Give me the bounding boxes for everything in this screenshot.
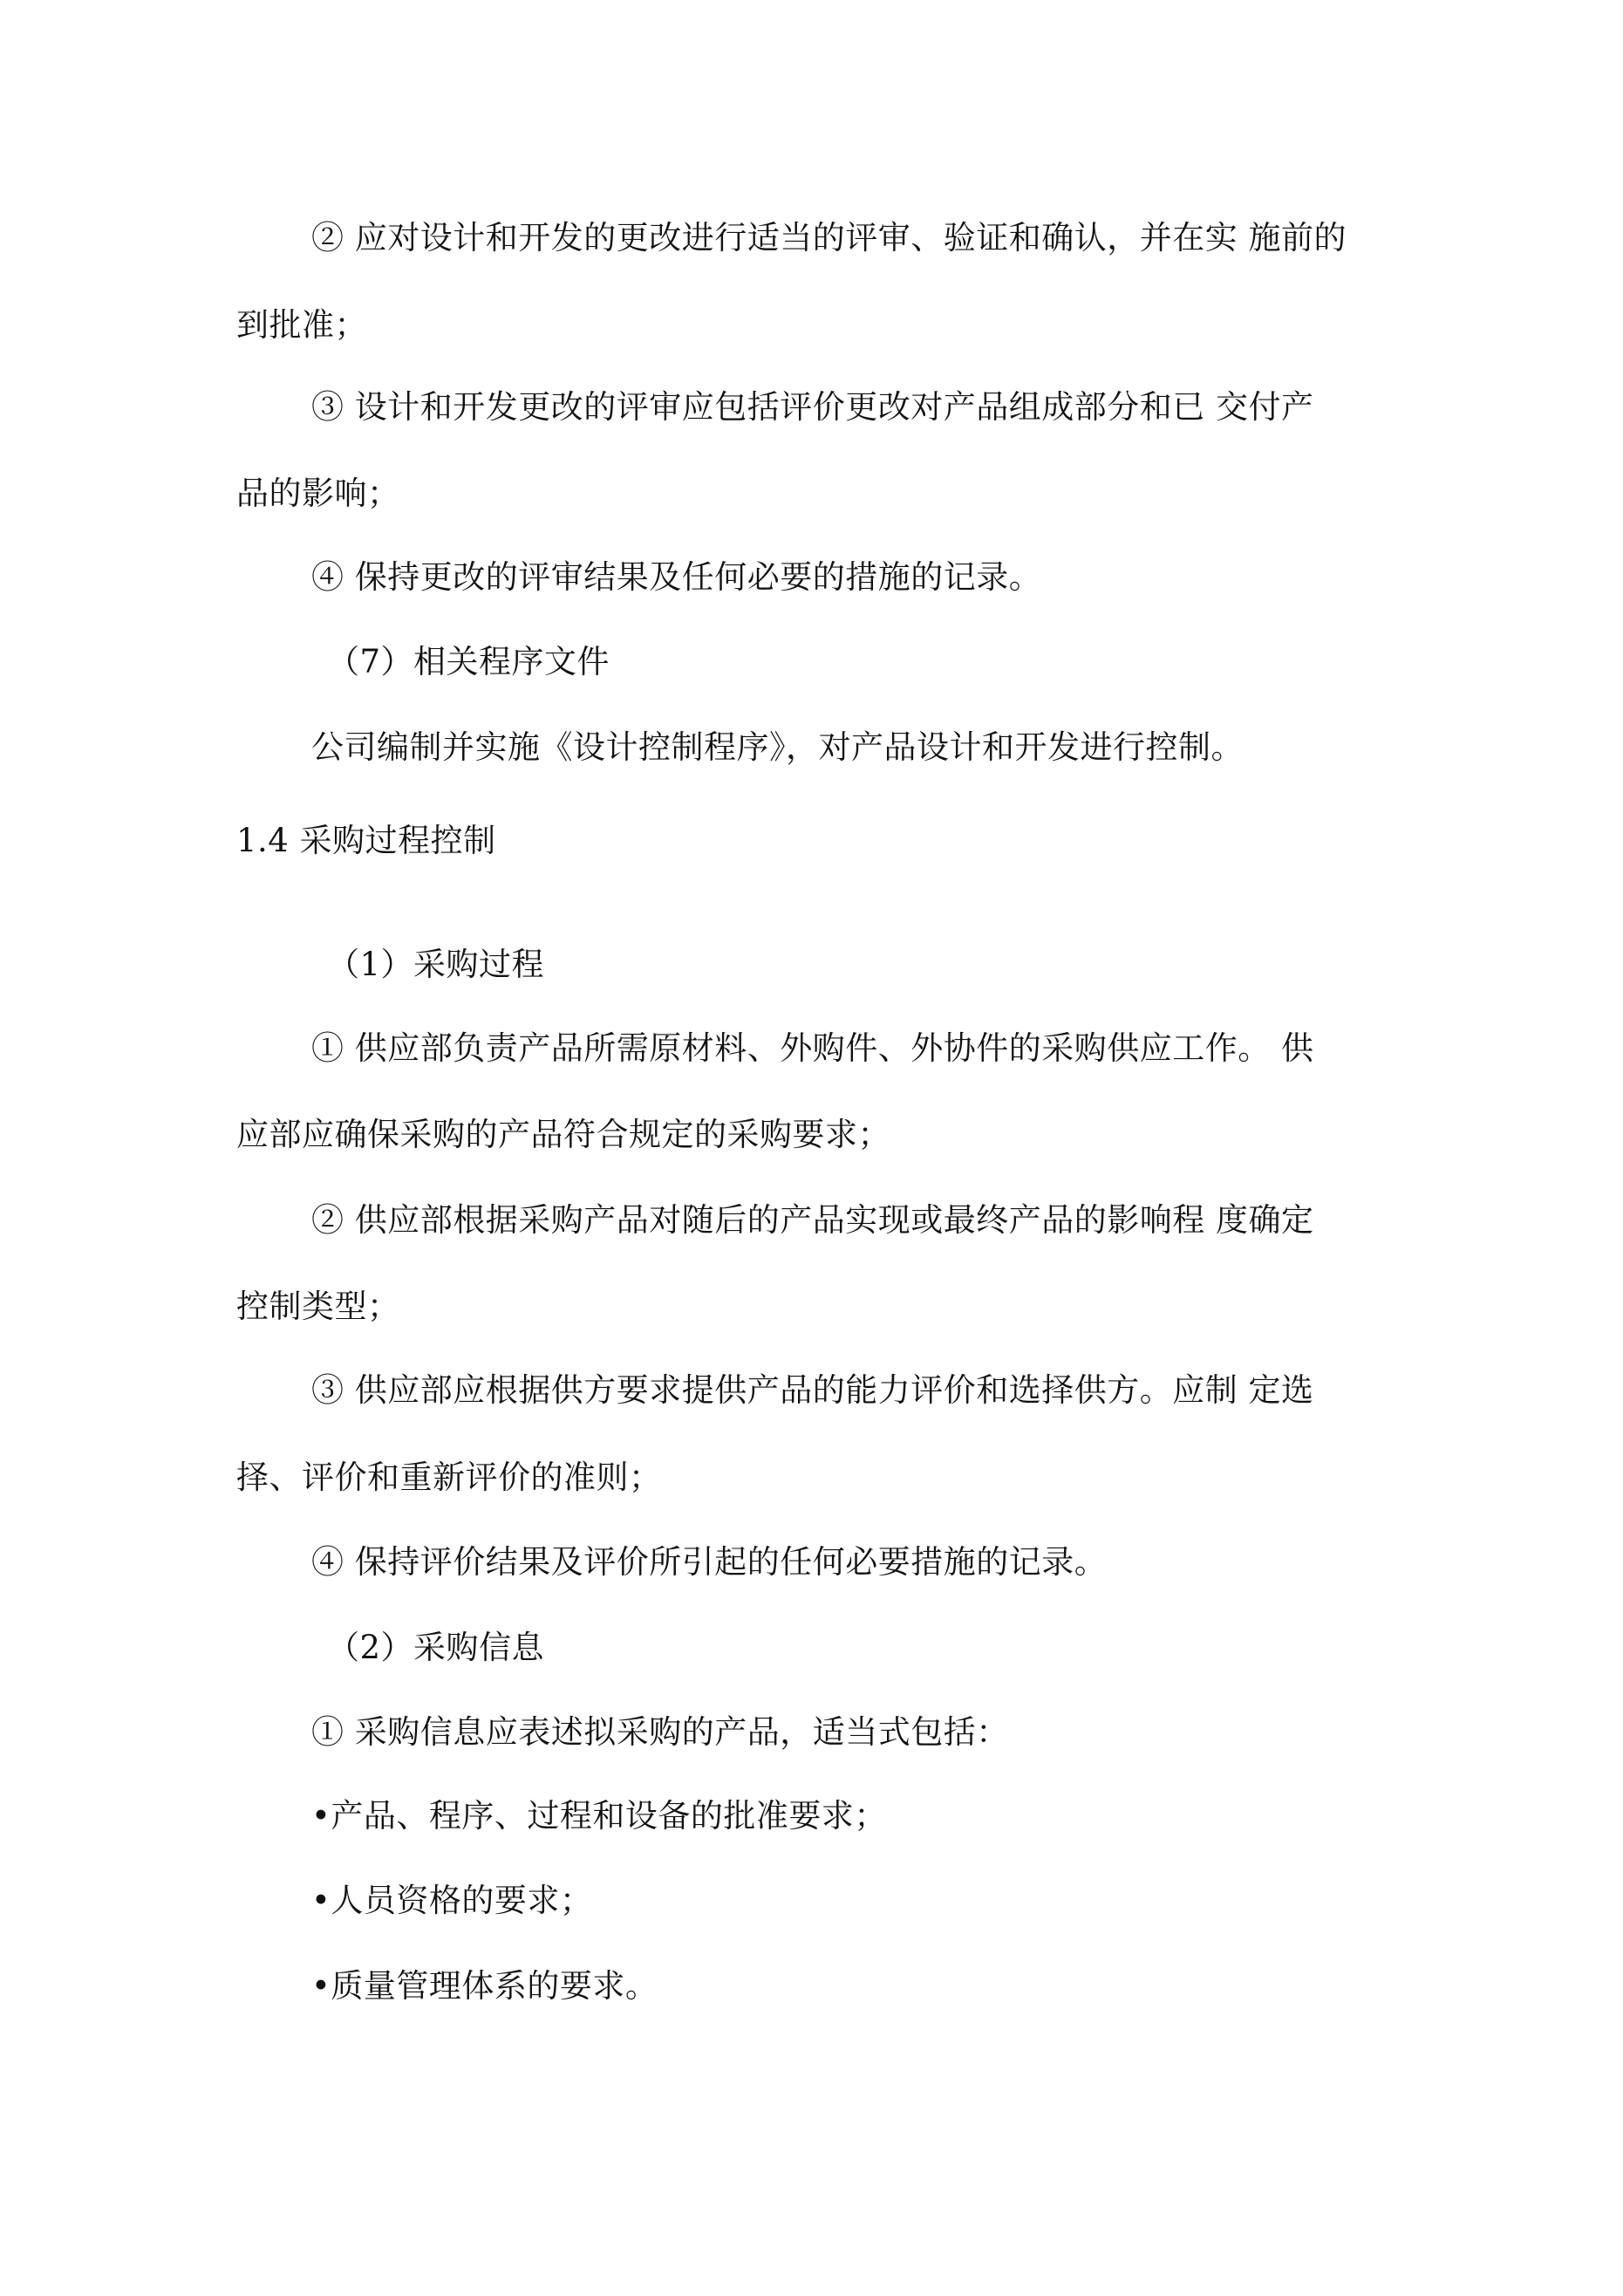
paragraph-line: ② 供应部根据采购产品对随后的产品实现或最终产品的影响程 度确定 [311, 1201, 1314, 1239]
paragraph-line: ① 供应部负责产品所需原材料、外购件、外协件的采购供应工作。 供 [311, 1029, 1314, 1067]
paragraph-line: ④ 保持评价结果及评价所引起的任何必要措施的记录。 [311, 1543, 1108, 1581]
subsection-heading: （7）相关程序文件 [327, 643, 610, 680]
paragraph-line: 到批准； [236, 306, 367, 344]
subsection-heading: （2）采购信息 [327, 1629, 545, 1666]
paragraph-line: 公司编制并实施《设计控制程序》，对产品设计和开发进行控制。 [311, 728, 1244, 766]
paragraph-line: ③ 供应部应根据供方要求提供产品的能力评价和选择供方。应制 定选 [311, 1371, 1314, 1409]
subsection-heading: （1）采购过程 [327, 946, 545, 983]
paragraph-line: ③ 设计和开发更改的评审应包括评价更改对产品组成部分和已 交付产 [311, 388, 1314, 426]
paragraph-line: ① 采购信息应表述拟采购的产品，适当式包括： [311, 1713, 1009, 1751]
bullet-item: •质量管理体系的要求。 [311, 1967, 658, 2005]
bullet-item: •产品、程序、过程和设备的批准要求； [311, 1797, 887, 1835]
paragraph-line: 择、评价和重新评价的准则； [236, 1459, 662, 1496]
paragraph-line: 应部应确保采购的产品符合规定的采购要求； [236, 1116, 890, 1153]
paragraph-line: 控制类型； [236, 1288, 400, 1325]
bullet-item: •人员资格的要求； [311, 1882, 593, 1919]
paragraph-line: ④ 保持更改的评审结果及任何必要的措施的记录。 [311, 558, 1042, 596]
paragraph-line: 品的影响； [236, 475, 400, 512]
paragraph-line: ② 应对设计和开发的更改进行适当的评审、验证和确认，并在实 施前的 [311, 219, 1347, 256]
section-heading: 1.4 采购过程控制 [236, 822, 496, 859]
